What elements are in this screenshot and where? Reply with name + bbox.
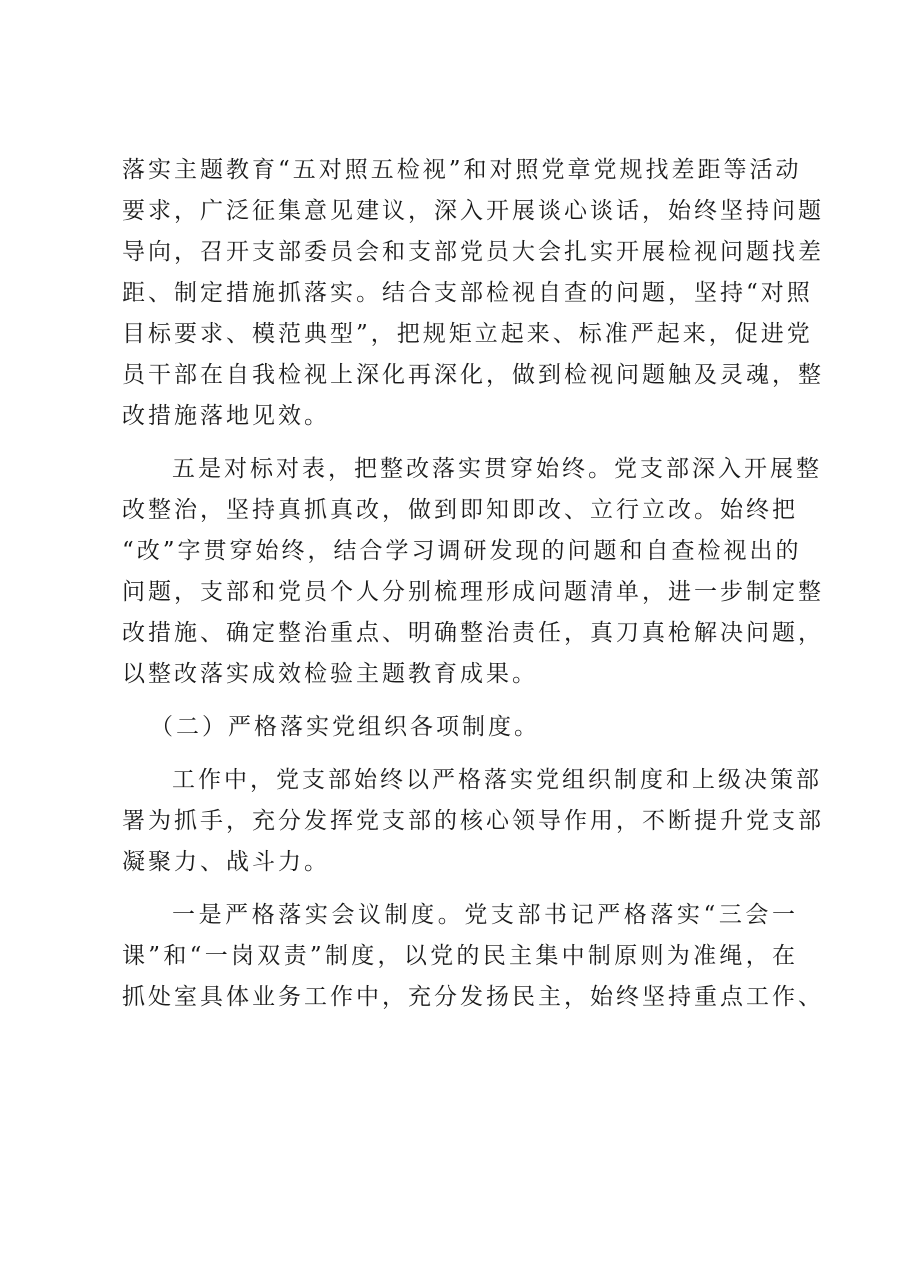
section-heading (122, 707, 798, 748)
paragraph-line: 凝聚力、战斗力。 (122, 849, 330, 875)
paragraph-line: 改措施落地见效。 (122, 403, 330, 429)
paragraph-line: 改措施、确定整治重点、明确整治责任，真刀真枪解决问题， (122, 620, 824, 646)
section-heading-text: （二）严格落实党组织各项制度。 (150, 714, 540, 740)
paragraph-2 (122, 449, 824, 695)
paragraph-line: 署为抓手，充分发挥党支部的核心领导作用，不断提升党支部 (122, 808, 824, 834)
paragraph-line: 一是严格落实会议制度。党支部书记严格落实“三会一 (172, 902, 798, 928)
document-body (122, 150, 824, 1018)
paragraph-line: 课”和“一岗双责”制度，以党的民主集中制原则为准绳，在 (122, 943, 798, 969)
paragraph-1 (122, 150, 824, 437)
paragraph-line: 以整改落实成效检验主题教育成果。 (122, 661, 538, 687)
paragraph-line: 抓处室具体业务工作中，充分发扬民主，始终坚持重点工作、 (122, 984, 824, 1010)
paragraph-line: 员干部在自我检视上深化再深化，做到检视问题触及灵魂，整 (122, 362, 824, 388)
paragraph-line: 距、制定措施抓落实。结合支部检视自查的问题，坚持“对照 (122, 280, 813, 306)
paragraph-line: 落实主题教育“五对照五检视”和对照党章党规找差距等活动 (122, 157, 802, 183)
paragraph-line: 改整治，坚持真抓真改，做到即知即改、立行立改。始终把 (122, 497, 798, 523)
paragraph-line: 工作中，党支部始终以严格落实党组织制度和上级决策部 (172, 767, 822, 793)
paragraph-line: 问题，支部和党员个人分别梳理形成问题清单，进一步制定整 (122, 579, 824, 605)
paragraph-line: 导向，召开支部委员会和支部党员大会扎实开展检视问题找差 (122, 239, 824, 265)
paragraph-4 (122, 760, 824, 883)
paragraph-line: “改”字贯穿始终，结合学习调研发现的问题和自查检视出的 (122, 538, 802, 564)
paragraph-line: 五是对标对表，把整改落实贯穿始终。党支部深入开展整 (172, 456, 822, 482)
paragraph-line: 目标要求、模范典型”，把规矩立起来、标准严起来，促进党 (122, 321, 813, 347)
paragraph-line: 要求，广泛征集意见建议，深入开展谈心谈话，始终坚持问题 (122, 198, 824, 224)
paragraph-5 (122, 895, 824, 1018)
